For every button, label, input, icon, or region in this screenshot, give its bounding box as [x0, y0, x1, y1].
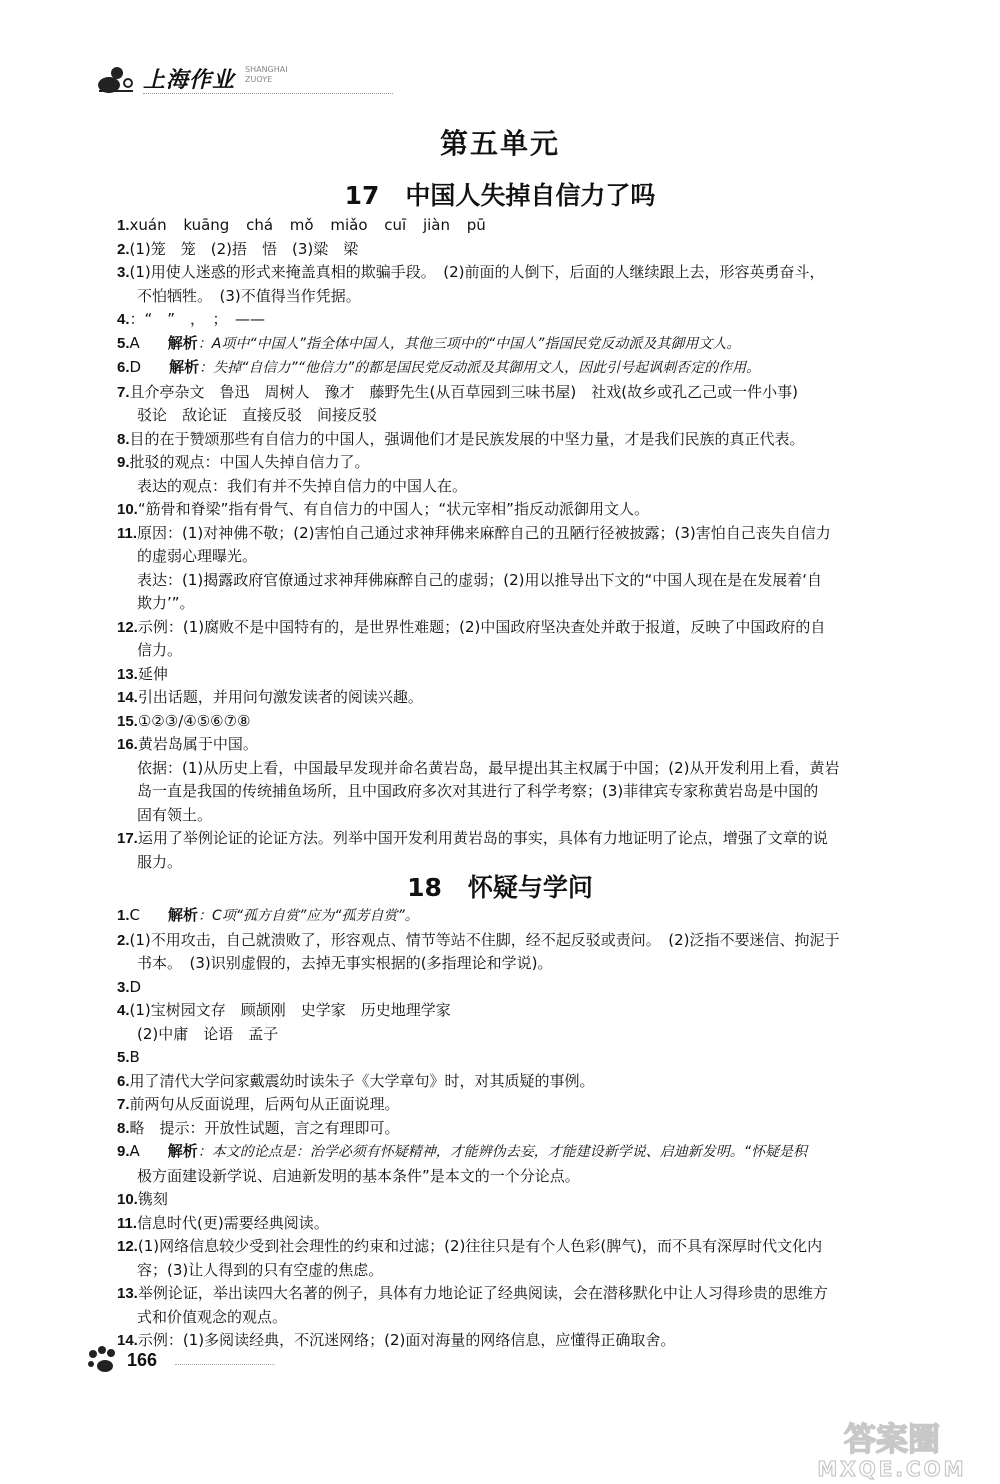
- item-text: “筋骨和脊梁”指有骨气、有自信力的中国人；“状元宰相”指反动派御用文人。: [137, 500, 649, 518]
- item-text: xuán kuāng chá mǒ miǎo cuī jiàn pū: [129, 216, 486, 234]
- answer-item: [117, 929, 937, 953]
- item-text: 信息时代(更)需要经典阅读。: [137, 1213, 329, 1232]
- item-continuation: 驳论 敌论证 直接反驳 间接反驳: [137, 406, 378, 424]
- answer-item: [117, 904, 937, 929]
- answer-item: [117, 1188, 937, 1212]
- analysis-label: 解析: [169, 358, 200, 376]
- item-text: (1)笼 笼 (2)捂 悟 (3)粱 梁: [129, 239, 359, 258]
- header-underline: [143, 93, 393, 94]
- item-number: 4.: [117, 1002, 130, 1019]
- analysis-label: 解析: [168, 906, 199, 924]
- item-number: 11.: [117, 1214, 138, 1232]
- item-number: 7.: [117, 383, 130, 401]
- item-continuation: 的虚弱心理曝光。: [137, 547, 258, 565]
- item-number: 1.: [117, 217, 130, 234]
- answer-item: [117, 999, 937, 1023]
- brand-subtitle: [245, 65, 325, 85]
- item-number: 3.: [117, 978, 130, 996]
- brand-sub-line-2: ZUOYE: [245, 75, 273, 84]
- watermark: [792, 1418, 992, 1480]
- item-number: 2.: [117, 931, 130, 949]
- publication-header: [95, 55, 355, 100]
- item-number: 6.: [117, 1072, 130, 1090]
- answer-item: [117, 1117, 937, 1141]
- item-text: 目的在于赞颂那些有自信力的中国人，强调他们才是民族发展的中坚力量，才是我们民族的真正代表。: [129, 429, 805, 448]
- item-text: 原因：(1)对神佛不敬；(2)害怕自己通过求神拜佛来麻醉自己的丑陋行径被披露；(3)害怕自己丧失自信力: [137, 523, 831, 542]
- item-number: 5.: [117, 334, 130, 352]
- watermark-line-1: 答案圈: [843, 1420, 941, 1458]
- item-number: 14.: [117, 689, 138, 706]
- item-text: (1)不用攻击，自己就溃败了，形容观点、情节等站不住脚，经不起反驳或责问。 (2)泛指不要迷信、拘泥于: [129, 930, 840, 949]
- item-text: 延伸: [137, 664, 168, 683]
- answer-item: [117, 522, 937, 546]
- analysis-label: 解析: [167, 333, 198, 352]
- item-text: ：“ ” ， ； ——: [129, 310, 266, 328]
- watermark-line-2: MXQE.COM: [817, 1457, 967, 1480]
- watermark-logo: [792, 1418, 992, 1480]
- mascot-logo-icon: [95, 61, 137, 95]
- answer-item: [117, 1046, 937, 1070]
- item-choice: A: [129, 333, 140, 352]
- answer-item: [117, 1140, 937, 1165]
- item-number: 15.: [117, 712, 138, 730]
- item-text: ：本文的论点是：治学必须有怀疑精神，才能辨伪去妄，才能建设新学说、启迪新发明。“怀疑是积: [197, 1144, 808, 1160]
- answer-item: [117, 710, 937, 734]
- item-number: 5.: [117, 1049, 130, 1066]
- item-continuation: 依据：(1)从历史上看，中国最早发现并命名黄岩岛，最早提出其主权属于中国；(2)从开发利用上看，黄岩: [137, 758, 840, 777]
- item-number: 10.: [117, 1191, 138, 1208]
- item-continuation: 表达：(1)揭露政府官僚通过求神拜佛麻醉自己的虚弱；(2)用以推导出下文的“中国人现在是在发展着‘自: [137, 570, 823, 589]
- item-number: 6.: [117, 359, 130, 376]
- answer-item: [117, 308, 937, 332]
- item-continuation: 服力。: [137, 852, 183, 871]
- item-continuation: 信力。: [137, 641, 183, 659]
- item-number: 11.: [117, 524, 138, 542]
- answer-item: [117, 616, 937, 640]
- item-continuation: 岛一直是我国的传统捕鱼场所，且中国政府多次对其进行了科学考察；(3)菲律宾专家称黄岩岛是中国的: [137, 782, 819, 800]
- answer-item: [117, 428, 937, 452]
- lesson-name: 中国人失掉自信力了吗: [405, 181, 656, 210]
- answer-item: [117, 827, 937, 851]
- item-text: ①②③/④⑤⑥⑦⑧: [137, 711, 251, 730]
- item-number: 9.: [117, 1143, 130, 1160]
- lesson-number: 17: [344, 181, 380, 210]
- item-choice: C: [129, 906, 140, 924]
- item-number: 12.: [117, 618, 138, 636]
- item-continuation: 欺力’”。: [137, 594, 195, 612]
- lesson-17-title: [0, 176, 1000, 212]
- item-number: 3.: [117, 264, 130, 281]
- lesson-name: 怀疑与学问: [467, 873, 593, 902]
- item-continuation: 固有领土。: [137, 805, 213, 824]
- item-text: 略 提示：开放性试题，言之有理即可。: [129, 1118, 400, 1137]
- item-text: ：A项中“中国人”指全体中国人，其他三项中的“中国人”指国民党反动派及其御用文人。: [197, 335, 741, 352]
- item-text: D: [129, 977, 142, 996]
- page-number: 166: [127, 1350, 158, 1370]
- item-number: 8.: [117, 430, 130, 448]
- unit-title: 第五单元: [439, 127, 560, 160]
- answer-item: [117, 686, 937, 710]
- answer-item: [117, 976, 937, 1000]
- item-continuation: 极方面建设新学说、启迪新发明的基本条件”是本文的一个分论点。: [137, 1166, 580, 1185]
- answer-item: [117, 1212, 937, 1236]
- item-number: 10.: [117, 501, 138, 518]
- item-number: 13.: [117, 1285, 138, 1302]
- lesson-18-answers: [117, 904, 937, 1353]
- lesson-number: 18: [407, 873, 442, 902]
- item-number: 7.: [117, 1096, 130, 1113]
- item-number: 4.: [117, 311, 130, 328]
- item-text: (1)用使人迷惑的形式来掩盖真相的欺骗手段。 (2)前面的人倒下，后面的人继续跟上去，形容英勇奋斗，: [129, 263, 825, 281]
- item-choice: D: [129, 358, 142, 376]
- item-continuation: 容；(3)让人得到的只有空虚的焦虑。: [137, 1260, 384, 1279]
- item-continuation: 表达的观点：我们有并不失掉自信力的中国人在。: [137, 476, 468, 495]
- page-footer: [85, 1340, 265, 1380]
- brand-sub-line-1: SHANGHAI: [245, 65, 288, 74]
- answer-item: [117, 1070, 937, 1094]
- answer-item: [117, 498, 937, 522]
- item-number: 17.: [117, 830, 138, 847]
- item-number: 8.: [117, 1119, 130, 1137]
- brand-title: 上海作业: [143, 68, 236, 93]
- answer-item: [117, 663, 937, 687]
- answer-item: [117, 332, 937, 357]
- answer-item: [117, 1093, 937, 1117]
- item-number: 16.: [117, 736, 138, 753]
- item-text: B: [129, 1048, 140, 1066]
- item-continuation: 书本。 (3)识别虚假的，去掉无事实根据的(多指理论和学说)。: [137, 954, 553, 972]
- answer-item: [117, 1282, 937, 1306]
- answer-item: [117, 238, 937, 262]
- item-text: 用了清代大学问家戴震幼时读朱子《大学章句》时，对其质疑的事例。: [129, 1071, 595, 1090]
- item-text: 前两句从反面说理，后两句从正面说理。: [129, 1095, 400, 1113]
- item-text: (1)宝树园文存 顾颉刚 史学家 历史地理学家: [129, 1001, 451, 1019]
- item-number: 12.: [117, 1238, 138, 1255]
- footer-dots: [175, 1364, 275, 1365]
- item-text: 且介亭杂文 鲁迅 周树人 豫才 藤野先生(从百草园到三味书屋) 社戏(故乡或孔乙己或一件小事): [129, 382, 798, 401]
- item-text: 黄岩岛属于中国。: [137, 735, 258, 753]
- item-text: 示例：(1)多阅读经典，不沉迷网络；(2)面对海量的网络信息，应懂得正确取舍。: [137, 1331, 676, 1349]
- item-text: 批驳的观点：中国人失掉自信力了。: [129, 453, 370, 471]
- paw-print-icon: [85, 1344, 123, 1376]
- item-text: 引出话题，并用问句激发读者的阅读兴趣。: [137, 688, 423, 706]
- answer-item: [117, 356, 937, 381]
- item-number: 13.: [117, 665, 138, 683]
- item-text: 运用了举例论证的论证方法。列举中国开发利用黄岩岛的事实，具体有力地证明了论点，增强了文章的说: [137, 829, 828, 847]
- item-continuation: 不怕牺牲。 (3)不值得当作凭据。: [137, 286, 361, 305]
- item-continuation: 式和价值观念的观点。: [137, 1307, 288, 1326]
- lesson-18-title: [0, 868, 1000, 904]
- item-text: 示例：(1)腐败不是中国特有的，是世界性难题；(2)中国政府坚决查处并敢于报道，反映了中国政府的自: [137, 617, 826, 636]
- item-text: 镌刻: [137, 1190, 168, 1208]
- answer-item: [117, 451, 937, 475]
- item-number: 9.: [117, 454, 130, 471]
- answer-item: [117, 381, 937, 405]
- item-number: 14.: [117, 1332, 138, 1349]
- analysis-label: 解析: [167, 1142, 198, 1160]
- item-number: 1.: [117, 907, 130, 924]
- item-choice: A: [129, 1142, 140, 1160]
- answer-item: [117, 261, 937, 285]
- answer-item: [117, 733, 937, 757]
- item-continuation: (2)中庸 论语 孟子: [137, 1024, 279, 1043]
- item-number: 2.: [117, 240, 130, 258]
- item-text: ：失掉“自信力”“他信力”的都是国民党反动派及其御用文人，因此引号起讽刺否定的作用。: [199, 360, 761, 376]
- answer-item: [117, 1235, 937, 1259]
- item-text: (1)网络信息较少受到社会理性的约束和过滤；(2)往往只是有个人色彩(脾气)，而不具有深厚时代文化内: [137, 1237, 823, 1255]
- lesson-17-answers: [117, 214, 937, 874]
- item-text: 举例论证，举出读四大名著的例子，具体有力地论证了经典阅读，会在潜移默化中让人习得珍贵的思维方: [137, 1284, 828, 1302]
- item-text: ：C项“孤方自赏”应为“孤芳自赏”。: [198, 908, 419, 924]
- answer-item: [117, 214, 937, 238]
